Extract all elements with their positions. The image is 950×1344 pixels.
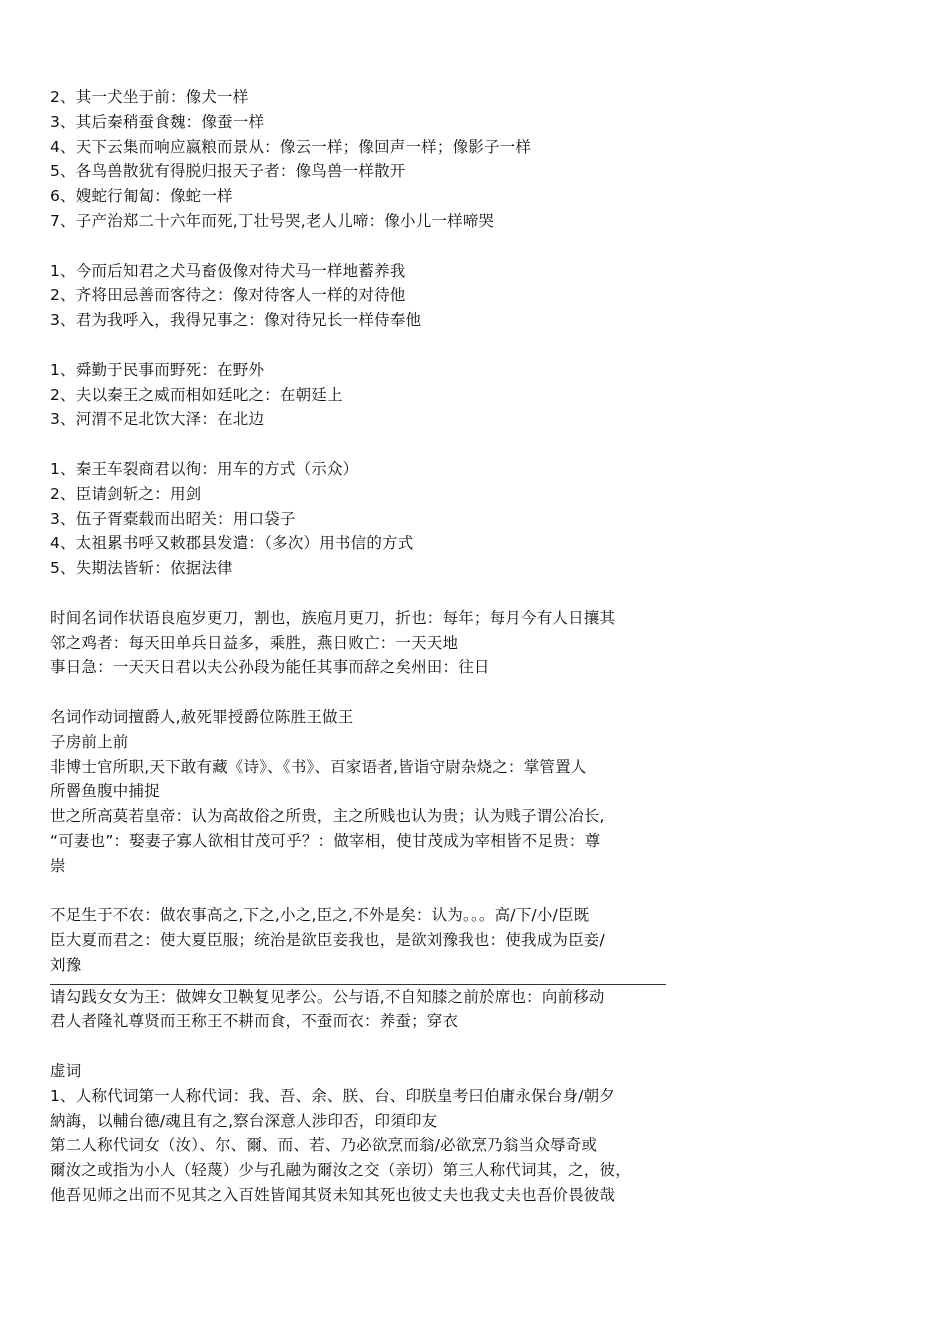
text-line: 2、夫以秦王之威而相如廷叱之：在朝廷上 xyxy=(50,385,343,404)
paragraph-gap xyxy=(50,581,670,606)
text-line: 不足生于不农：做农事高之,下之,小之,臣之,不外是矣：认为。。。高/下/小/臣既 xyxy=(50,906,590,925)
text-line: 时间名词作状语良庖岁更刀，割也，族庖月更刀，折也：每年；每月今有人日攘其 xyxy=(50,608,616,627)
text-line: 名词作动词擅爵人,赦死罪授爵位陈胜王做王 xyxy=(50,707,354,726)
text-line: 他吾见师之出而不见其之入百姓皆闻其贤未知其死也彼丈夫也我丈夫也吾价畏彼哉 xyxy=(50,1186,616,1205)
text-line: 第二人称代词女（汝）、尔、爾、而、若、乃必欲烹而翁/必欲烹乃翁当众辱奇或 xyxy=(50,1136,598,1155)
section-treat-as-usage xyxy=(50,259,670,333)
section-time-noun-adverbial xyxy=(50,606,670,680)
text-line: 所罾鱼腹中捕捉 xyxy=(50,782,160,801)
text-line: 1、人称代词第一人称代词：我、吾、余、朕、台、印朕皇考曰伯庸永保台身/朝夕 xyxy=(50,1086,615,1105)
text-line: 納誨，以輔台德/魂且有之,察台深意人涉印否，印須印友 xyxy=(50,1111,438,1130)
text-line: 世之所高莫若皇帝：认为高故俗之所贵，主之所贱也认为贵；认为贱子谓公冶长, xyxy=(50,807,605,826)
text-line: 君人者隆礼尊贤而王称王不耕而食，不蚕而衣：养蚕；穿衣 xyxy=(50,1012,459,1031)
paragraph-gap xyxy=(50,1034,670,1059)
text-line: 邻之鸡者：每天田单兵日益多，乘胜，燕日败亡：一天天地 xyxy=(50,633,459,652)
text-line: 3、其后秦稍蚕食魏：像蚕一样 xyxy=(50,112,265,131)
text-line: 3、君为我呼入，我得兄事之：像对待兄长一样侍奉他 xyxy=(50,311,422,330)
text-line: 请勾践女女为王：做婢女卫鞅复见孝公。公与语,不自知膝之前於席也：向前移动 xyxy=(50,987,605,1006)
section-means-usage xyxy=(50,457,670,581)
section-noun-verb-examples xyxy=(50,985,670,1035)
section-location-usage xyxy=(50,358,670,432)
text-line: 6、嫂蛇行匍匐：像蛇一样 xyxy=(50,187,233,206)
text-line: 爾汝之或指为小人（轻蔑）少与孔融为爾汝之交（亲切）第三人称代词其，之，彼， xyxy=(50,1161,631,1180)
text-line: 臣大夏而君之：使大夏臣服；统治是欲臣妾我也，是欲刘豫我也：使我成为臣妾/ xyxy=(50,931,605,950)
text-line: 1、秦王车裂商君以徇：用车的方式（示众） xyxy=(50,459,359,478)
text-line: 崇 xyxy=(50,856,66,875)
text-line: 4、太祖累书呼又敕郡县发遣：（多次）用书信的方式 xyxy=(50,534,414,553)
text-line: 1、舜勤于民事而野死：在野外 xyxy=(50,360,265,379)
text-line: 2、臣请剑斩之：用剑 xyxy=(50,484,202,503)
text-line: 非博士官所职,天下敢有藏《诗》、《书》、百家语者,皆诣守尉杂烧之：掌管置人 xyxy=(50,757,587,776)
text-line: 刘豫 xyxy=(50,955,82,974)
text-line: 2、齐将田忌善而客待之：像对待客人一样的对待他 xyxy=(50,286,406,305)
text-line: 4、天下云集而响应嬴粮而景从：像云一样；像回声一样；像影子一样 xyxy=(50,137,532,156)
section-causative-usage xyxy=(50,903,670,977)
section-function-words xyxy=(50,1059,670,1208)
text-line: 5、失期法皆斩：依据法律 xyxy=(50,559,233,578)
text-line: 1、今而后知君之犬马畜伋像对待犬马一样地蓄养我 xyxy=(50,261,406,280)
text-line: 3、伍子胥橐载而出昭关：用口袋子 xyxy=(50,509,296,528)
text-line: 子房前上前 xyxy=(50,732,129,751)
text-line: “可妻也”：娶妻子寡人欲相甘茂可乎？：做宰相，使甘茂成为宰相皆不足贵：尊 xyxy=(50,831,601,850)
section-heading: 虚词 xyxy=(50,1062,82,1081)
section-simile-usage xyxy=(50,85,670,234)
text-line: 事日急：一天天日君以夫公孙段为能任其事而辞之矣州田：往日 xyxy=(50,658,490,677)
text-line: 7、子产治郑二十六年而死,丁壮号哭,老人儿啼：像小儿一样啼哭 xyxy=(50,211,495,230)
paragraph-gap xyxy=(50,432,670,457)
paragraph-gap xyxy=(50,879,670,904)
paragraph-gap xyxy=(50,234,670,259)
paragraph-gap xyxy=(50,333,670,358)
paragraph-gap xyxy=(50,680,670,705)
text-line: 5、各鸟兽散犹有得脱归报天子者：像鸟兽一样散开 xyxy=(50,162,406,181)
text-line: 3、河渭不足北饮大泽：在北边 xyxy=(50,410,265,429)
text-line: 2、其一犬坐于前：像犬一样 xyxy=(50,88,249,106)
document-page xyxy=(50,85,670,1208)
section-noun-as-verb xyxy=(50,705,670,879)
